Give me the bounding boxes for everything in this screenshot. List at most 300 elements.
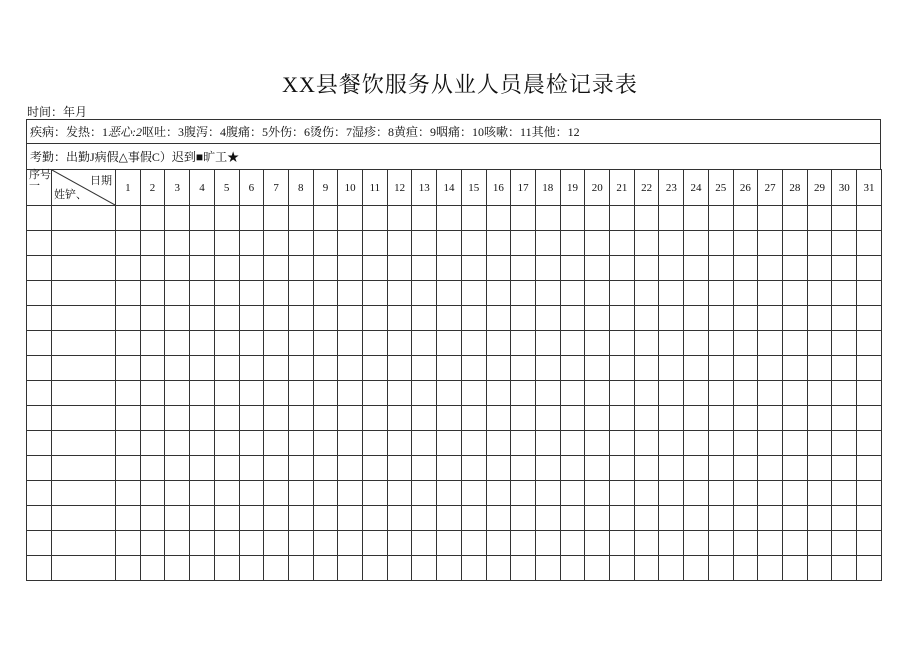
day-cell[interactable] — [313, 381, 338, 406]
day-cell[interactable] — [338, 331, 363, 356]
day-cell[interactable] — [486, 331, 511, 356]
day-cell[interactable] — [363, 356, 388, 381]
day-cell[interactable] — [116, 531, 141, 556]
day-cell[interactable] — [832, 206, 857, 231]
day-cell[interactable] — [733, 481, 758, 506]
day-cell[interactable] — [239, 356, 264, 381]
day-cell[interactable] — [659, 481, 684, 506]
day-cell[interactable] — [437, 256, 462, 281]
day-cell[interactable] — [437, 556, 462, 581]
day-cell[interactable] — [412, 481, 437, 506]
day-cell[interactable] — [758, 356, 783, 381]
day-cell[interactable] — [684, 281, 709, 306]
day-cell[interactable] — [412, 456, 437, 481]
day-cell[interactable] — [412, 256, 437, 281]
seq-cell[interactable] — [27, 206, 52, 231]
day-cell[interactable] — [684, 381, 709, 406]
day-cell[interactable] — [659, 256, 684, 281]
day-cell[interactable] — [585, 306, 610, 331]
day-cell[interactable] — [560, 281, 585, 306]
day-cell[interactable] — [585, 331, 610, 356]
day-cell[interactable] — [634, 356, 659, 381]
day-cell[interactable] — [511, 331, 536, 356]
day-cell[interactable] — [684, 306, 709, 331]
day-cell[interactable] — [758, 381, 783, 406]
day-cell[interactable] — [560, 306, 585, 331]
day-cell[interactable] — [782, 331, 807, 356]
day-cell[interactable] — [535, 506, 560, 531]
seq-cell[interactable] — [27, 456, 52, 481]
day-cell[interactable] — [412, 281, 437, 306]
day-cell[interactable] — [659, 231, 684, 256]
day-cell[interactable] — [684, 481, 709, 506]
day-cell[interactable] — [634, 481, 659, 506]
day-cell[interactable] — [437, 531, 462, 556]
day-cell[interactable] — [140, 481, 165, 506]
day-cell[interactable] — [758, 456, 783, 481]
day-cell[interactable] — [165, 331, 190, 356]
day-cell[interactable] — [807, 381, 832, 406]
name-cell[interactable] — [52, 231, 116, 256]
day-cell[interactable] — [412, 431, 437, 456]
day-cell[interactable] — [461, 381, 486, 406]
day-cell[interactable] — [511, 256, 536, 281]
day-cell[interactable] — [190, 381, 215, 406]
day-cell[interactable] — [437, 431, 462, 456]
day-cell[interactable] — [832, 456, 857, 481]
day-cell[interactable] — [610, 531, 635, 556]
day-cell[interactable] — [610, 381, 635, 406]
day-cell[interactable] — [338, 231, 363, 256]
day-cell[interactable] — [832, 506, 857, 531]
day-cell[interactable] — [412, 356, 437, 381]
day-cell[interactable] — [116, 206, 141, 231]
day-cell[interactable] — [634, 556, 659, 581]
day-cell[interactable] — [511, 456, 536, 481]
day-cell[interactable] — [535, 481, 560, 506]
day-cell[interactable] — [832, 556, 857, 581]
day-cell[interactable] — [782, 206, 807, 231]
day-cell[interactable] — [338, 306, 363, 331]
day-cell[interactable] — [585, 381, 610, 406]
day-cell[interactable] — [733, 281, 758, 306]
day-cell[interactable] — [363, 256, 388, 281]
day-cell[interactable] — [782, 306, 807, 331]
day-cell[interactable] — [486, 356, 511, 381]
day-cell[interactable] — [585, 456, 610, 481]
day-cell[interactable] — [214, 406, 239, 431]
day-cell[interactable] — [708, 531, 733, 556]
day-cell[interactable] — [585, 406, 610, 431]
day-cell[interactable] — [832, 356, 857, 381]
day-cell[interactable] — [461, 531, 486, 556]
day-cell[interactable] — [708, 231, 733, 256]
day-cell[interactable] — [461, 456, 486, 481]
day-cell[interactable] — [535, 431, 560, 456]
day-cell[interactable] — [733, 331, 758, 356]
day-cell[interactable] — [313, 456, 338, 481]
day-cell[interactable] — [214, 231, 239, 256]
day-cell[interactable] — [832, 306, 857, 331]
day-cell[interactable] — [214, 306, 239, 331]
day-cell[interactable] — [165, 456, 190, 481]
day-cell[interactable] — [585, 206, 610, 231]
day-cell[interactable] — [857, 456, 882, 481]
day-cell[interactable] — [313, 531, 338, 556]
day-cell[interactable] — [857, 281, 882, 306]
day-cell[interactable] — [832, 531, 857, 556]
day-cell[interactable] — [560, 456, 585, 481]
day-cell[interactable] — [461, 356, 486, 381]
day-cell[interactable] — [535, 381, 560, 406]
day-cell[interactable] — [387, 531, 412, 556]
name-cell[interactable] — [52, 356, 116, 381]
day-cell[interactable] — [511, 281, 536, 306]
day-cell[interactable] — [264, 206, 289, 231]
day-cell[interactable] — [807, 256, 832, 281]
day-cell[interactable] — [857, 381, 882, 406]
seq-cell[interactable] — [27, 381, 52, 406]
day-cell[interactable] — [338, 381, 363, 406]
day-cell[interactable] — [165, 306, 190, 331]
day-cell[interactable] — [535, 256, 560, 281]
day-cell[interactable] — [363, 431, 388, 456]
day-cell[interactable] — [610, 356, 635, 381]
day-cell[interactable] — [461, 231, 486, 256]
day-cell[interactable] — [832, 481, 857, 506]
day-cell[interactable] — [140, 306, 165, 331]
day-cell[interactable] — [560, 231, 585, 256]
day-cell[interactable] — [634, 231, 659, 256]
day-cell[interactable] — [288, 456, 313, 481]
day-cell[interactable] — [832, 406, 857, 431]
day-cell[interactable] — [708, 506, 733, 531]
day-cell[interactable] — [486, 256, 511, 281]
day-cell[interactable] — [535, 206, 560, 231]
day-cell[interactable] — [832, 331, 857, 356]
day-cell[interactable] — [486, 431, 511, 456]
seq-cell[interactable] — [27, 306, 52, 331]
day-cell[interactable] — [684, 256, 709, 281]
day-cell[interactable] — [708, 381, 733, 406]
day-cell[interactable] — [363, 506, 388, 531]
day-cell[interactable] — [288, 481, 313, 506]
day-cell[interactable] — [461, 406, 486, 431]
day-cell[interactable] — [190, 431, 215, 456]
day-cell[interactable] — [264, 356, 289, 381]
day-cell[interactable] — [412, 531, 437, 556]
day-cell[interactable] — [857, 531, 882, 556]
day-cell[interactable] — [733, 456, 758, 481]
day-cell[interactable] — [165, 231, 190, 256]
day-cell[interactable] — [610, 331, 635, 356]
day-cell[interactable] — [165, 281, 190, 306]
day-cell[interactable] — [807, 556, 832, 581]
day-cell[interactable] — [634, 431, 659, 456]
day-cell[interactable] — [560, 506, 585, 531]
day-cell[interactable] — [116, 431, 141, 456]
day-cell[interactable] — [214, 506, 239, 531]
day-cell[interactable] — [363, 556, 388, 581]
day-cell[interactable] — [239, 331, 264, 356]
day-cell[interactable] — [288, 406, 313, 431]
day-cell[interactable] — [733, 556, 758, 581]
seq-cell[interactable] — [27, 531, 52, 556]
day-cell[interactable] — [634, 306, 659, 331]
day-cell[interactable] — [387, 331, 412, 356]
day-cell[interactable] — [610, 431, 635, 456]
day-cell[interactable] — [313, 506, 338, 531]
day-cell[interactable] — [338, 531, 363, 556]
seq-cell[interactable] — [27, 431, 52, 456]
day-cell[interactable] — [264, 456, 289, 481]
day-cell[interactable] — [363, 406, 388, 431]
day-cell[interactable] — [782, 381, 807, 406]
day-cell[interactable] — [288, 356, 313, 381]
day-cell[interactable] — [387, 256, 412, 281]
day-cell[interactable] — [659, 456, 684, 481]
day-cell[interactable] — [437, 206, 462, 231]
day-cell[interactable] — [832, 231, 857, 256]
day-cell[interactable] — [782, 406, 807, 431]
day-cell[interactable] — [264, 506, 289, 531]
day-cell[interactable] — [387, 381, 412, 406]
day-cell[interactable] — [190, 356, 215, 381]
day-cell[interactable] — [214, 206, 239, 231]
day-cell[interactable] — [437, 456, 462, 481]
day-cell[interactable] — [140, 406, 165, 431]
day-cell[interactable] — [610, 406, 635, 431]
day-cell[interactable] — [758, 231, 783, 256]
day-cell[interactable] — [857, 506, 882, 531]
day-cell[interactable] — [165, 256, 190, 281]
day-cell[interactable] — [116, 231, 141, 256]
day-cell[interactable] — [412, 206, 437, 231]
day-cell[interactable] — [165, 381, 190, 406]
day-cell[interactable] — [165, 431, 190, 456]
day-cell[interactable] — [116, 481, 141, 506]
day-cell[interactable] — [807, 506, 832, 531]
day-cell[interactable] — [832, 281, 857, 306]
day-cell[interactable] — [733, 306, 758, 331]
day-cell[interactable] — [437, 306, 462, 331]
day-cell[interactable] — [585, 431, 610, 456]
day-cell[interactable] — [461, 306, 486, 331]
day-cell[interactable] — [116, 456, 141, 481]
day-cell[interactable] — [239, 531, 264, 556]
day-cell[interactable] — [560, 381, 585, 406]
day-cell[interactable] — [412, 506, 437, 531]
day-cell[interactable] — [708, 331, 733, 356]
day-cell[interactable] — [190, 206, 215, 231]
day-cell[interactable] — [807, 456, 832, 481]
day-cell[interactable] — [239, 381, 264, 406]
day-cell[interactable] — [214, 431, 239, 456]
name-cell[interactable] — [52, 556, 116, 581]
day-cell[interactable] — [190, 256, 215, 281]
day-cell[interactable] — [535, 556, 560, 581]
day-cell[interactable] — [684, 356, 709, 381]
day-cell[interactable] — [659, 556, 684, 581]
day-cell[interactable] — [190, 281, 215, 306]
day-cell[interactable] — [140, 431, 165, 456]
day-cell[interactable] — [857, 406, 882, 431]
day-cell[interactable] — [684, 456, 709, 481]
day-cell[interactable] — [214, 281, 239, 306]
day-cell[interactable] — [659, 331, 684, 356]
day-cell[interactable] — [535, 281, 560, 306]
day-cell[interactable] — [288, 281, 313, 306]
day-cell[interactable] — [511, 231, 536, 256]
day-cell[interactable] — [807, 206, 832, 231]
day-cell[interactable] — [560, 556, 585, 581]
day-cell[interactable] — [288, 206, 313, 231]
day-cell[interactable] — [857, 206, 882, 231]
day-cell[interactable] — [560, 331, 585, 356]
name-cell[interactable] — [52, 481, 116, 506]
day-cell[interactable] — [733, 256, 758, 281]
day-cell[interactable] — [437, 331, 462, 356]
day-cell[interactable] — [313, 206, 338, 231]
day-cell[interactable] — [288, 506, 313, 531]
day-cell[interactable] — [288, 231, 313, 256]
day-cell[interactable] — [560, 206, 585, 231]
day-cell[interactable] — [634, 281, 659, 306]
day-cell[interactable] — [313, 281, 338, 306]
day-cell[interactable] — [387, 456, 412, 481]
day-cell[interactable] — [684, 406, 709, 431]
day-cell[interactable] — [264, 481, 289, 506]
day-cell[interactable] — [758, 431, 783, 456]
day-cell[interactable] — [684, 556, 709, 581]
day-cell[interactable] — [659, 406, 684, 431]
day-cell[interactable] — [264, 556, 289, 581]
day-cell[interactable] — [659, 531, 684, 556]
day-cell[interactable] — [461, 281, 486, 306]
day-cell[interactable] — [610, 506, 635, 531]
day-cell[interactable] — [807, 331, 832, 356]
day-cell[interactable] — [165, 531, 190, 556]
day-cell[interactable] — [214, 456, 239, 481]
day-cell[interactable] — [634, 331, 659, 356]
day-cell[interactable] — [363, 331, 388, 356]
day-cell[interactable] — [659, 381, 684, 406]
day-cell[interactable] — [511, 556, 536, 581]
day-cell[interactable] — [782, 431, 807, 456]
day-cell[interactable] — [758, 506, 783, 531]
day-cell[interactable] — [313, 431, 338, 456]
day-cell[interactable] — [313, 331, 338, 356]
name-cell[interactable] — [52, 531, 116, 556]
day-cell[interactable] — [140, 331, 165, 356]
day-cell[interactable] — [140, 356, 165, 381]
day-cell[interactable] — [733, 431, 758, 456]
day-cell[interactable] — [684, 231, 709, 256]
day-cell[interactable] — [659, 281, 684, 306]
day-cell[interactable] — [437, 481, 462, 506]
day-cell[interactable] — [535, 356, 560, 381]
day-cell[interactable] — [437, 356, 462, 381]
day-cell[interactable] — [190, 506, 215, 531]
day-cell[interactable] — [535, 456, 560, 481]
day-cell[interactable] — [758, 206, 783, 231]
day-cell[interactable] — [684, 531, 709, 556]
day-cell[interactable] — [264, 306, 289, 331]
day-cell[interactable] — [387, 281, 412, 306]
seq-cell[interactable] — [27, 356, 52, 381]
day-cell[interactable] — [708, 206, 733, 231]
day-cell[interactable] — [486, 531, 511, 556]
day-cell[interactable] — [412, 381, 437, 406]
day-cell[interactable] — [338, 506, 363, 531]
name-cell[interactable] — [52, 381, 116, 406]
day-cell[interactable] — [782, 556, 807, 581]
day-cell[interactable] — [437, 231, 462, 256]
day-cell[interactable] — [486, 481, 511, 506]
day-cell[interactable] — [140, 281, 165, 306]
day-cell[interactable] — [807, 231, 832, 256]
day-cell[interactable] — [733, 231, 758, 256]
day-cell[interactable] — [387, 506, 412, 531]
day-cell[interactable] — [387, 306, 412, 331]
day-cell[interactable] — [758, 481, 783, 506]
day-cell[interactable] — [239, 231, 264, 256]
day-cell[interactable] — [165, 481, 190, 506]
day-cell[interactable] — [585, 531, 610, 556]
day-cell[interactable] — [387, 356, 412, 381]
day-cell[interactable] — [264, 531, 289, 556]
day-cell[interactable] — [486, 506, 511, 531]
day-cell[interactable] — [387, 406, 412, 431]
day-cell[interactable] — [807, 356, 832, 381]
day-cell[interactable] — [610, 306, 635, 331]
day-cell[interactable] — [437, 381, 462, 406]
day-cell[interactable] — [461, 481, 486, 506]
day-cell[interactable] — [684, 331, 709, 356]
day-cell[interactable] — [782, 456, 807, 481]
day-cell[interactable] — [486, 306, 511, 331]
day-cell[interactable] — [461, 431, 486, 456]
name-cell[interactable] — [52, 456, 116, 481]
name-cell[interactable] — [52, 306, 116, 331]
day-cell[interactable] — [560, 406, 585, 431]
day-cell[interactable] — [239, 556, 264, 581]
day-cell[interactable] — [511, 406, 536, 431]
day-cell[interactable] — [313, 356, 338, 381]
day-cell[interactable] — [461, 556, 486, 581]
day-cell[interactable] — [511, 306, 536, 331]
day-cell[interactable] — [758, 306, 783, 331]
day-cell[interactable] — [708, 356, 733, 381]
day-cell[interactable] — [264, 431, 289, 456]
day-cell[interactable] — [363, 306, 388, 331]
day-cell[interactable] — [511, 506, 536, 531]
seq-cell[interactable] — [27, 506, 52, 531]
day-cell[interactable] — [190, 456, 215, 481]
day-cell[interactable] — [214, 531, 239, 556]
day-cell[interactable] — [708, 256, 733, 281]
day-cell[interactable] — [634, 206, 659, 231]
day-cell[interactable] — [659, 206, 684, 231]
day-cell[interactable] — [165, 206, 190, 231]
day-cell[interactable] — [807, 281, 832, 306]
day-cell[interactable] — [560, 481, 585, 506]
day-cell[interactable] — [264, 281, 289, 306]
day-cell[interactable] — [214, 381, 239, 406]
day-cell[interactable] — [116, 331, 141, 356]
seq-cell[interactable] — [27, 481, 52, 506]
day-cell[interactable] — [140, 231, 165, 256]
